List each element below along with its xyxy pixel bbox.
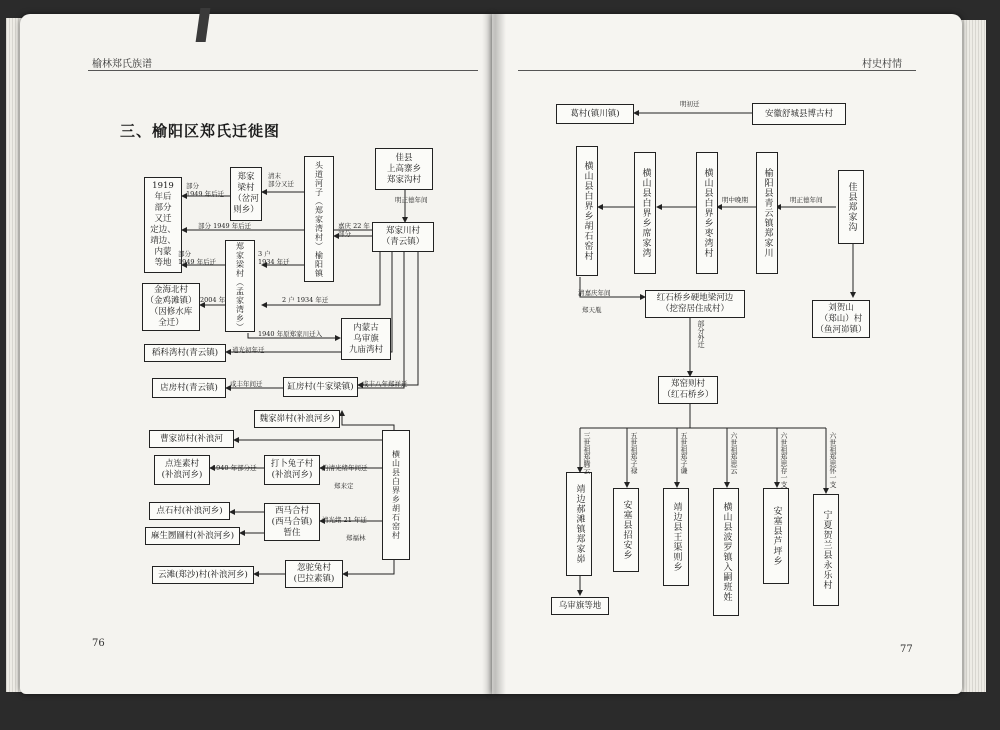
box-zhengjialiang-mengjiawan: 郑家梁村（孟家湾乡） <box>225 240 255 332</box>
label-1940b: 1940 年部分迁 <box>212 464 257 472</box>
box-jiaxian-shanggaozhai: 佳县 上高寨乡 郑家沟村 <box>375 148 433 190</box>
box-gecun: 葛村(镇川镇) <box>556 104 634 124</box>
label-zhengfulin: 郑福林 <box>346 534 366 542</box>
left-page-number: 76 <box>92 638 105 649</box>
box-wushenqi: 乌审旗等地 <box>551 597 609 615</box>
label-3hu: 3 户 1934 年迁 <box>258 250 290 266</box>
label-mingzhengde-r: 明正德年间 <box>790 196 823 204</box>
label-1940: 1940 年原郑家川迁入 <box>258 330 323 338</box>
box-ningxia-helan: 宁夏贺兰县永乐村 <box>813 494 839 606</box>
box-zhengyaozecun: 郑窑则村 （红石桥乡） <box>658 376 718 404</box>
label-mingchu: 明初迁 <box>680 100 700 108</box>
label-gen-sicun: 六世祖郑思存一支 <box>780 432 788 488</box>
box-anhui-bogu: 安徽舒城县博古村 <box>752 103 846 125</box>
box-hutuotu: 忽驼兔村 (巴拉素镇) <box>285 560 343 588</box>
label-1949-c: 部分 1949 年后迁 <box>178 250 217 266</box>
right-page-number: 77 <box>900 644 913 655</box>
label-daoguang: 道光初年迁 <box>232 346 265 354</box>
box-hengshan-hushiyao: 横山县白界乡胡石窑村 <box>382 430 410 560</box>
label-gen-ziqian: 五世祖郑子谦 <box>680 432 688 474</box>
box-dianliansu: 点连素村 (补浪河乡) <box>154 455 210 485</box>
label-gen-sihuai: 六世祖郑思怀一支 <box>829 432 837 488</box>
box-dianshi: 点石村(补浪河乡) <box>149 502 230 520</box>
box-liuheshan: 刘贺山 （郑山）村 （鱼河峁镇） <box>812 300 870 338</box>
label-mingzhongwan: 明中晚期 <box>722 196 748 204</box>
box-ansai-zhaoan: 安塞县招安乡 <box>613 488 639 572</box>
box-mashengkulue: 麻生圐圙村(补浪河乡) <box>145 527 240 545</box>
box-hengshan-zaowan: 横山县白界乡枣湾村 <box>696 152 718 274</box>
box-neimenggu: 内蒙古 乌审旗 九庙湾村 <box>341 318 391 360</box>
label-zhenglaiding: 郑来定 <box>334 482 354 490</box>
label-guangxu21: 清光绪 21 年迁 <box>322 516 367 524</box>
box-1919-migration: 1919 年后 部分 又迁 定边、 靖边、 内蒙 等地 <box>144 177 182 273</box>
label-qingjiaqing: 清嘉庆年间 <box>578 289 611 297</box>
page-title: 三、榆阳区郑氏迁徙图 <box>120 122 281 140</box>
box-caojiamao: 曹家峁村(补浪河 <box>149 430 234 448</box>
box-toudaohezi: 头道河子（郑家湾村）榆阳镇 <box>304 156 334 282</box>
label-gen-zilu: 五世祖郑子禄 <box>630 432 638 474</box>
label-2hu: 2 户 1934 年迁 <box>282 296 329 304</box>
box-zhengjiachuan: 郑家川村 （青云镇） <box>372 222 434 252</box>
box-jinhaibei: 金海北村 （金鸡滩镇） （因修水库 全迁） <box>142 283 200 331</box>
right-header: 村史村情 <box>862 59 902 70</box>
box-yuyang-qingyun: 榆阳县青云镇郑家川 <box>756 152 778 274</box>
box-datutuzi: 打卜兔子村 (补浪河乡) <box>264 455 320 485</box>
label-1949-a: 部分 1949 年后迁 <box>186 182 225 198</box>
box-ximaheh: 西马合村 (西马合镇) 暂住 <box>264 503 320 541</box>
box-hengshan-xijiawan: 横山县白界乡席家湾 <box>634 152 656 274</box>
box-jingbian-wangquze: 靖边县王渠则乡 <box>663 488 689 586</box>
box-ganggou: 缸房村(牛家梁镇) <box>283 377 358 397</box>
box-zhengjialiang-chahe: 郑家 梁村 （岔河 则乡） <box>230 167 262 221</box>
box-daoliaowan: 稻科湾村(青云镇) <box>144 344 226 362</box>
box-dianfang: 店房村(青云镇) <box>152 378 226 398</box>
label-bufenwaiqian: 部分外迁 <box>697 320 705 348</box>
label-jiaqing22: 嘉庆 22 年 部分 <box>338 222 370 238</box>
box-weijiamao: 魏家峁村(补浪河乡) <box>254 410 340 428</box>
label-zhengtianyin: 郑天胤 <box>582 306 602 314</box>
label-1949-b: 部分 1949 年后迁 <box>198 222 252 230</box>
box-jiaxian-zhengjiagou: 佳县郑家沟 <box>838 170 864 244</box>
box-hongshiqiao: 红石桥乡硬地梁河边 （挖窑居住成村） <box>645 290 745 318</box>
label-xianfeng: 咸丰年间迁 <box>230 380 263 388</box>
box-hengshan-hushiyao-r: 横山县白界乡胡石窑村 <box>576 146 598 276</box>
box-jingbian-haotan: 靖边郝滩镇郑家峁 <box>566 472 592 576</box>
label-gen-tengyun: 三世祖郑腾云 <box>583 432 591 474</box>
label-2004: 2004 年 <box>200 296 226 304</box>
label-xianfeng8: 咸丰八年郑祥迁 <box>362 380 408 388</box>
box-hengshan-boluo: 横山县波罗镇入嗣班姓 <box>713 488 739 616</box>
label-guangxu-approx: 约清光绪年间迁 <box>322 464 368 472</box>
box-ansai-luping: 安塞县芦坪乡 <box>763 488 789 584</box>
left-header: 榆林郑氏族谱 <box>92 59 152 70</box>
label-mingzhengde: 明正德年间 <box>395 196 428 204</box>
label-gen-siyun: 六世祖郑思云 <box>730 432 738 474</box>
box-yuntan: 云滩(郑沙)村(补浪河乡) <box>152 566 254 584</box>
label-qingmo: 清末 部分又迁 <box>268 172 294 188</box>
